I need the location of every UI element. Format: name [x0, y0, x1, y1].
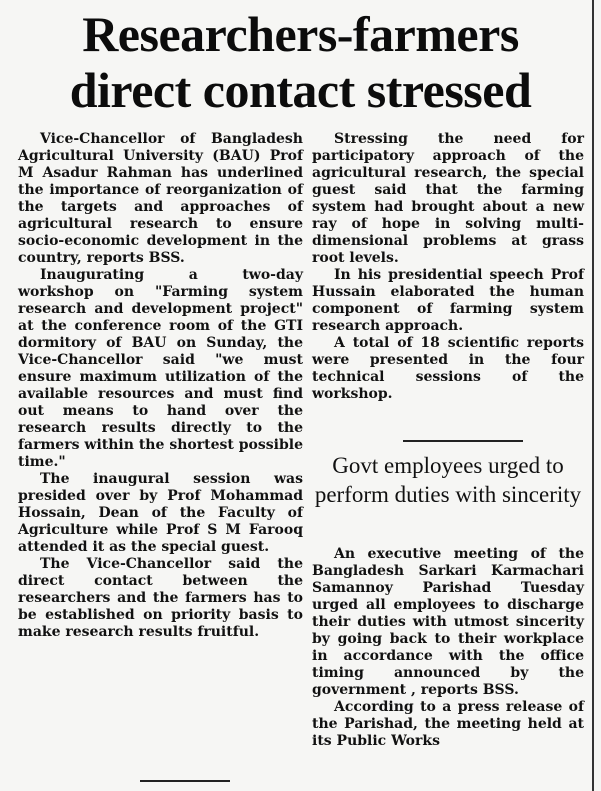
article-paragraph: Inaugurating a two-day workshop on "Farming system research and development project" at the conference room of the GTI dormitory of BAU on Sunday, the Vice-Chancellor said "we must ensure maximum utilization of the available resources and must find out means to hand over the research results directly to the farmers within the shortest possible time."	[18, 267, 303, 470]
article-paragraph: In his presidential speech Prof Hussain elaborated the human component of farming system research approach.	[312, 267, 584, 334]
left-end-rule	[140, 780, 230, 782]
article-left-column	[18, 131, 303, 641]
secondary-article-column	[312, 546, 584, 750]
article-paragraph: The Vice-Chancellor said the direct contact between the researchers and the farmers has to be established on priority basis to make research results fruitful.	[18, 556, 303, 640]
article-paragraph: An executive meeting of the Bangladesh Sarkari Karmachari Samannoy Parishad Tuesday urged all employees to discharge their duties with utmost sincerity by going back to their workplace in accordance with the office timing announced by the government , reports BSS.	[312, 546, 584, 698]
article-paragraph: According to a press release of the Parishad, the meeting held at its Public Works	[312, 699, 584, 749]
article-right-column	[312, 131, 584, 403]
headline-line-1: Researchers-farmers	[82, 6, 519, 62]
article-paragraph: Stressing the need for participatory approach of the agricultural research, the special guest said that the farming system had brought about a new ray of hope in solving multi-dimensional problems at grass root levels.	[312, 131, 584, 266]
article-paragraph: The inaugural session was presided over by Prof Mohammad Hossain, Dean of the Faculty of Agriculture while Prof S M Farooq attended it as the special guest.	[18, 471, 303, 555]
headline-line-2: direct contact stressed	[69, 62, 532, 118]
secondary-headline: Govt employees urged to perform duties with sincerity	[314, 453, 582, 507]
main-headline	[0, 6, 601, 118]
article-paragraph: A total of 18 scientific reports were presented in the four technical sessions of the workshop.	[312, 335, 584, 402]
page-edge-rule	[592, 0, 594, 791]
article-paragraph: Vice-Chancellor of Bangladesh Agricultural University (BAU) Prof M Asadur Rahman has underlined the importance of reorganization of the targets and approaches of agricultural research to ensure socio-economic development in the country, reports BSS.	[18, 131, 303, 266]
article-separator-rule	[403, 440, 523, 442]
